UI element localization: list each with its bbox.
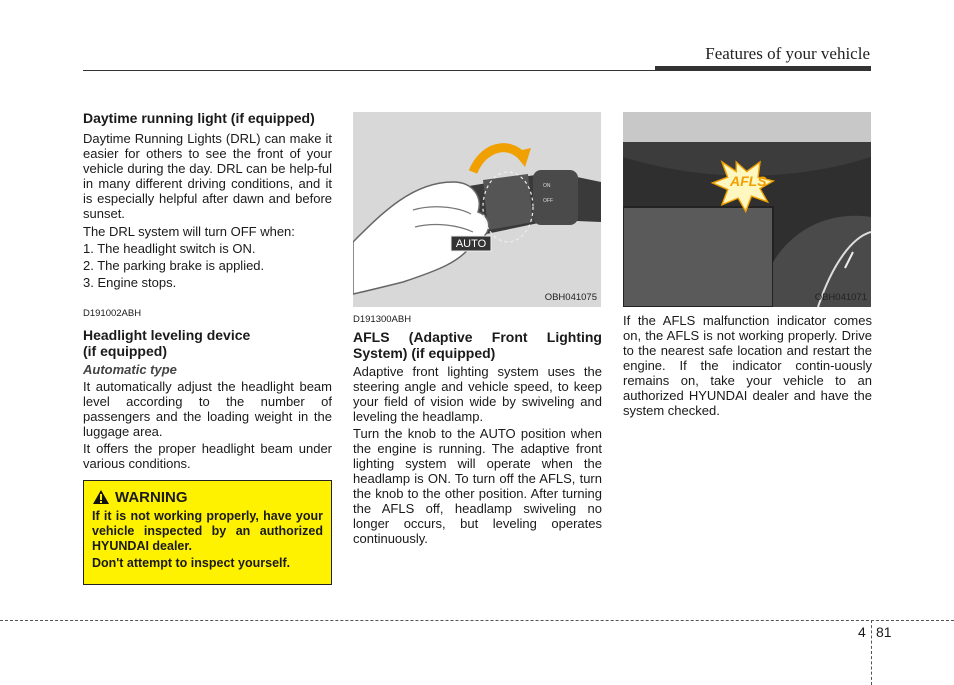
- leveling-code: D191002ABH: [83, 308, 142, 319]
- drl-off-item-3: 3. Engine stops.: [83, 275, 177, 290]
- drl-off-item-2: 2. The parking brake is applied.: [83, 258, 265, 273]
- automatic-type-label: Automatic type: [83, 362, 177, 377]
- afls-code: D191300ABH: [353, 314, 412, 325]
- middle-column: [353, 112, 602, 548]
- svg-text:OFF: OFF: [543, 198, 553, 204]
- footer-vertical-rule: [871, 620, 872, 685]
- leveling-paragraph-2: It offers the proper headlight beam under various conditions.: [83, 441, 332, 471]
- header-bar: [655, 66, 871, 71]
- right-column: [623, 112, 872, 420]
- instrument-cluster-illustration: [623, 112, 871, 307]
- page-number: 81: [876, 624, 892, 640]
- drl-paragraph: Daytime Running Lights (DRL) can make it easier for others to see the front of your vehicle during the day. DRL can be help-ful in many different driving conditions, and it is especially helpful after dawn and before sunset.: [83, 131, 332, 221]
- warning-text-2: Don't attempt to inspect yourself.: [92, 556, 291, 570]
- leveling-title-line2: (if equipped): [83, 343, 167, 359]
- knob-illustration: [353, 112, 601, 307]
- leveling-paragraph-1: It automatically adjust the headlight beam level according to the number of passengers and the loading weight in the luggage area.: [83, 379, 332, 439]
- warning-box: [83, 480, 332, 585]
- afls-paragraph-2: Turn the knob to the AUTO position when the engine is running. The adaptive front lighting system will operate when the headlamp is ON. To turn off the AFLS, turn the knob to the other position. After turning the AFLS off, headlamp swiveling no longer occurs, but leveling operates continuously.: [353, 426, 602, 546]
- afls-indicator-figure: [623, 112, 871, 307]
- footer-rule: [0, 620, 954, 621]
- afls-paragraph-1: Adaptive front lighting system uses the steering angle and vehicle speed, to keep your field of vision wide by swiveling and leveling the headlamp.: [353, 364, 602, 424]
- auto-label: AUTO: [455, 238, 487, 250]
- drl-off-item-1: 1. The headlight switch is ON.: [83, 241, 256, 256]
- afls-indicator-label: AFLS: [730, 173, 767, 189]
- page-header-title: Features of your vehicle: [705, 44, 870, 63]
- figure-caption-obh041075: OBH041075: [544, 292, 597, 303]
- afls-warning-paragraph: If the AFLS malfunction indicator comes on, the AFLS is not working properly. Drive to the nearest safe location and restart the engine. If the indicator contin-uously remains on, take your vehicle to an authorized HYUNDAI dealer and have the system checked.: [623, 313, 872, 418]
- warning-text-1: If it is not working properly, have your vehicle inspected by an authorized HYUNDAI dealer.: [92, 509, 323, 553]
- chapter-number: 4: [858, 624, 866, 640]
- afls-title-line1: AFLS (Adaptive Front Lighting: [353, 329, 602, 345]
- warning-triangle-icon: [92, 489, 110, 505]
- figure-caption-obh041071: OBH041071: [814, 292, 867, 303]
- warning-title: WARNING: [115, 488, 188, 506]
- leveling-title-line1: Headlight leveling device: [83, 327, 251, 343]
- svg-text:ON: ON: [543, 183, 551, 189]
- left-column: [83, 110, 332, 473]
- leveling-title: [83, 327, 332, 359]
- afls-title: [353, 329, 602, 361]
- afls-title-line2: System) (if equipped): [353, 345, 496, 361]
- afls-knob-figure: [353, 112, 601, 307]
- drl-title: Daytime running light (if equipped): [83, 110, 315, 126]
- drl-off-intro: The DRL system will turn OFF when:: [83, 224, 295, 239]
- warning-header: [92, 489, 323, 505]
